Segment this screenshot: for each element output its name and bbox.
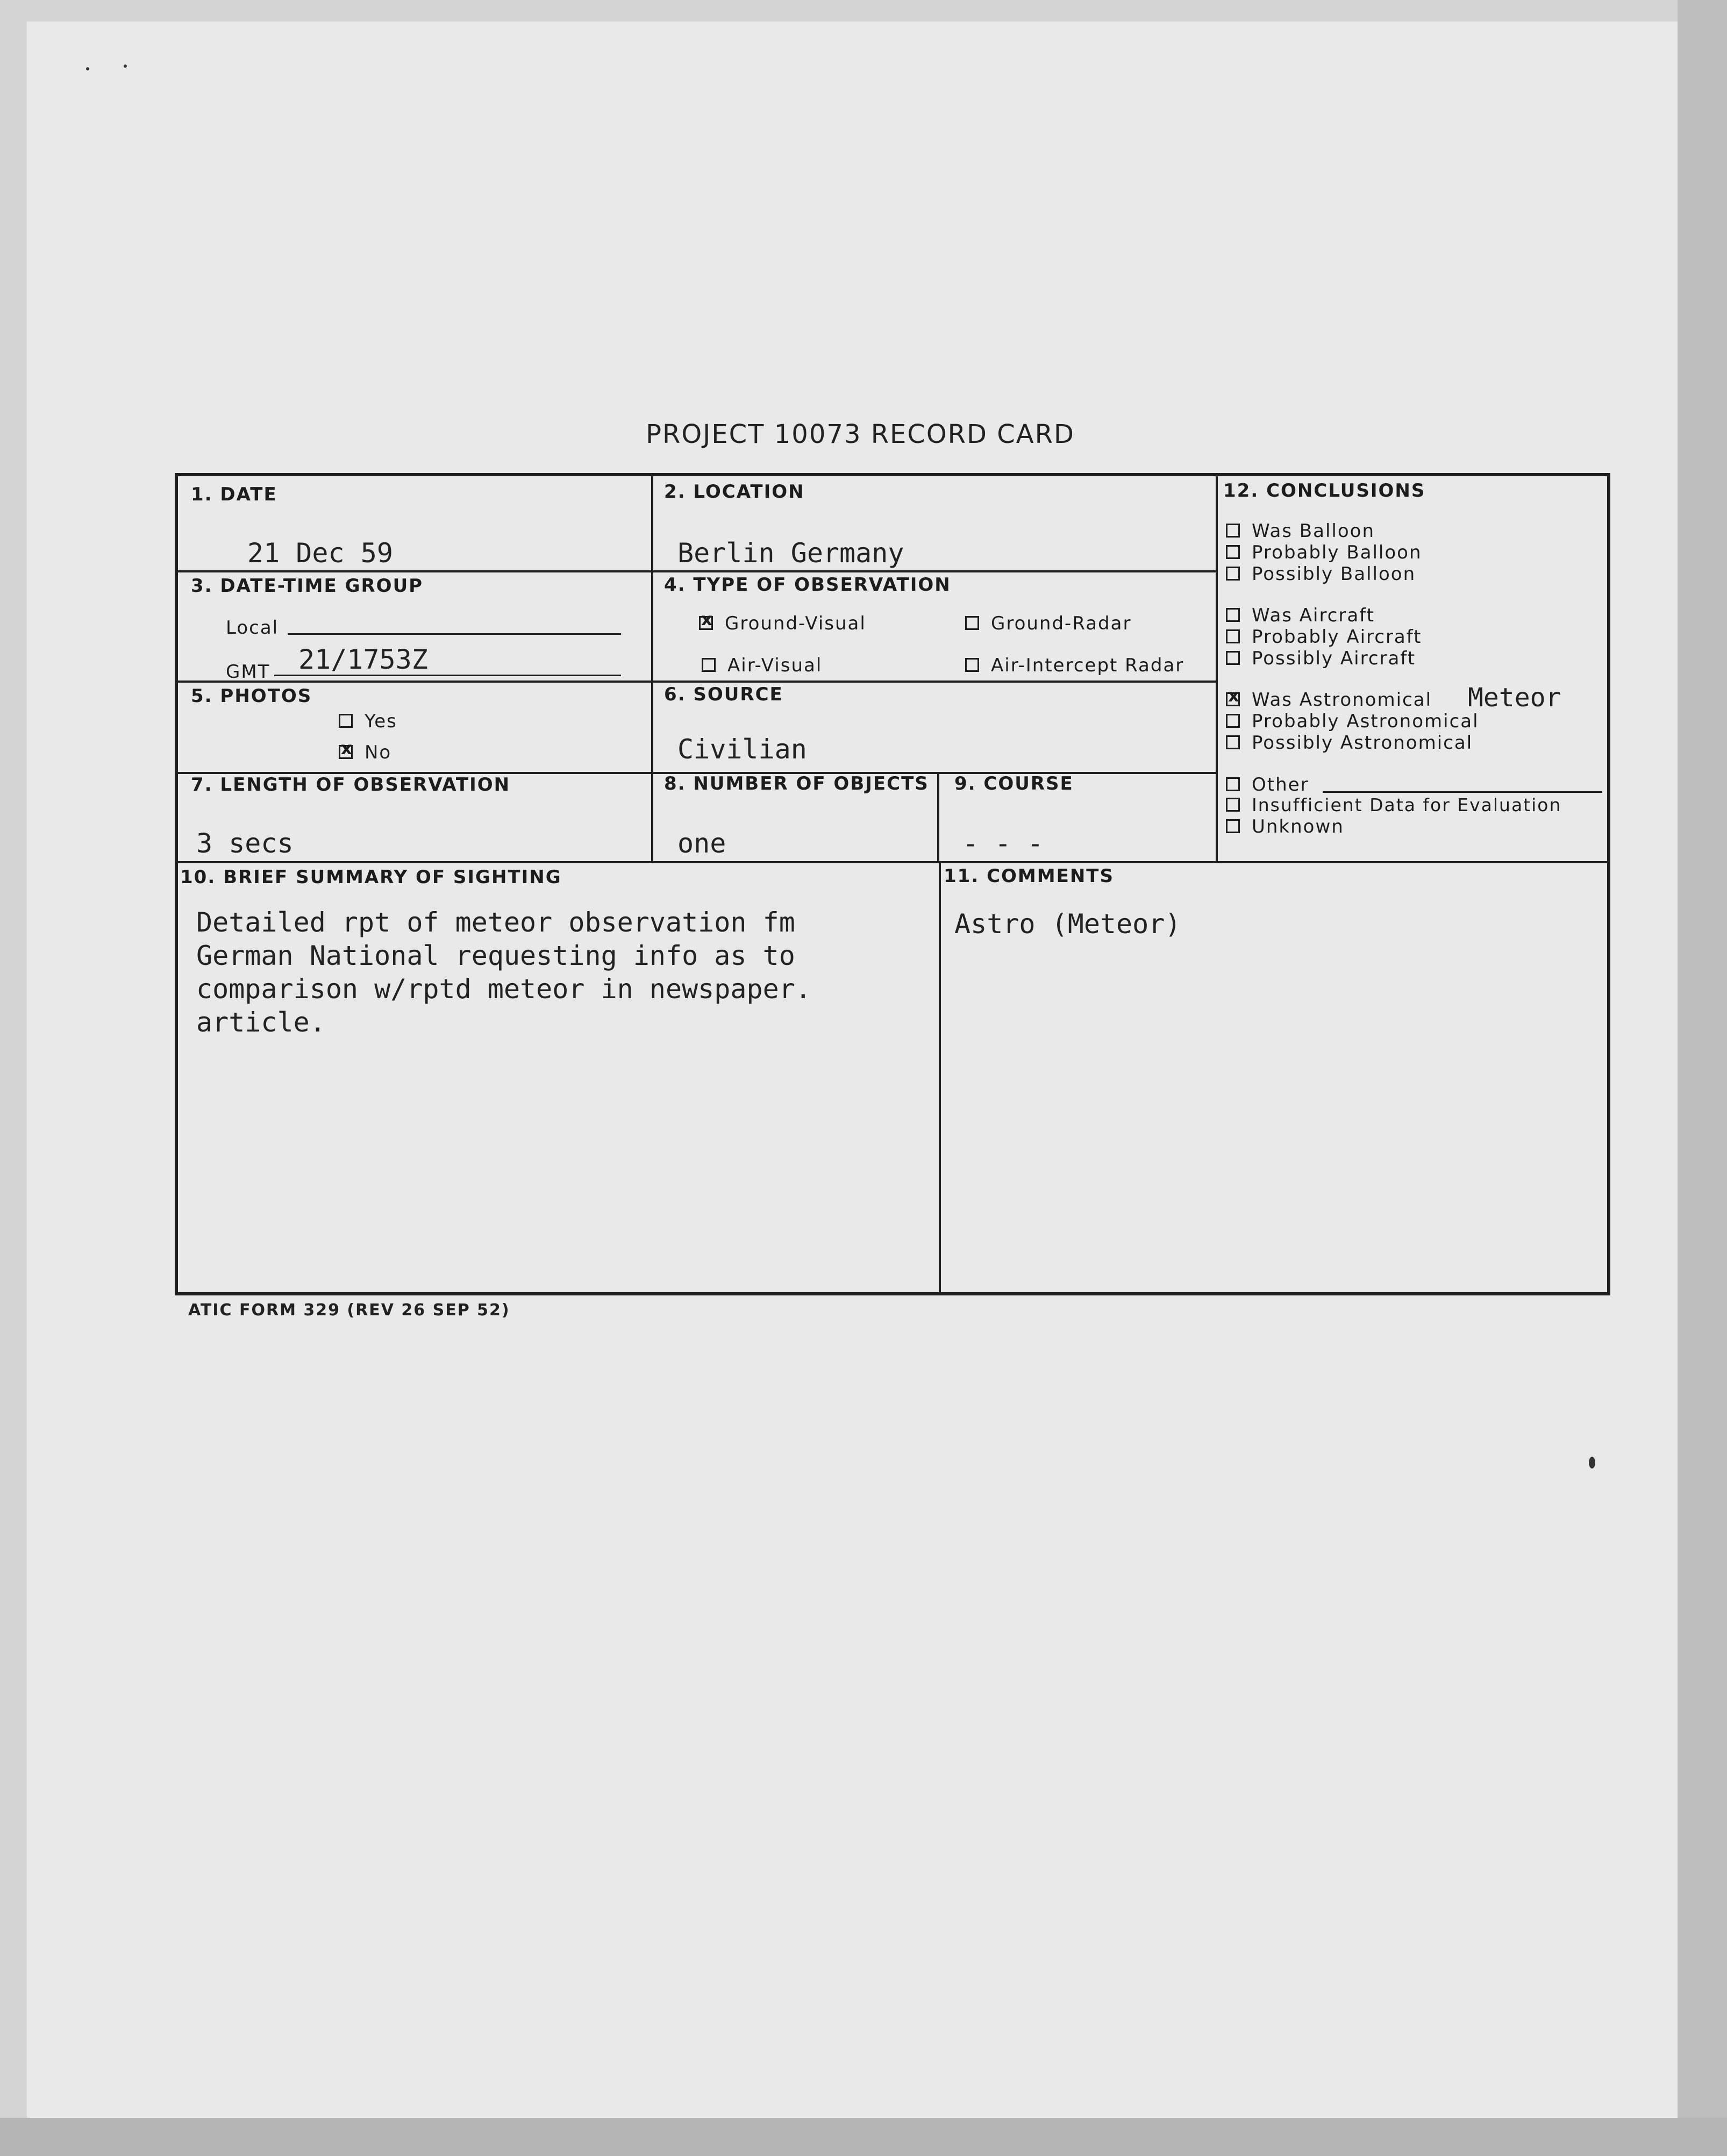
photos-yes-label: Yes	[365, 711, 397, 732]
divider	[937, 772, 939, 861]
other-field[interactable]	[1323, 791, 1602, 793]
summary-line: comparison w/rptd meteor in newspaper.	[196, 973, 811, 1005]
conclusion-item[interactable]	[1226, 689, 1432, 711]
checkbox-icon	[1226, 819, 1240, 833]
source-label: 6. SOURCE	[664, 684, 783, 705]
local-field[interactable]	[288, 633, 621, 635]
checkbox-icon	[1226, 798, 1240, 812]
conclusion-label: Insufficient Data for Evaluation	[1252, 794, 1562, 815]
conclusion-item[interactable]	[1226, 520, 1375, 542]
checkbox-icon	[1226, 524, 1240, 538]
checkbox-icon	[1226, 777, 1240, 791]
checkbox-icon	[1226, 608, 1240, 622]
film-edge-right	[1678, 0, 1727, 2156]
card-title: PROJECT 10073 RECORD CARD	[646, 419, 1075, 449]
photos-label: 5. PHOTOS	[191, 685, 312, 707]
obs-option-label: Air-Intercept Radar	[991, 655, 1184, 676]
photos-no[interactable]	[339, 742, 391, 763]
obs-option-label: Ground-Visual	[725, 613, 866, 634]
checkbox-icon	[1226, 692, 1240, 706]
checkbox-icon	[699, 616, 713, 630]
checkbox-icon	[1226, 629, 1240, 643]
conclusion-label: Possibly Balloon	[1252, 563, 1416, 585]
summary-line: article.	[196, 1007, 326, 1038]
num-objects-label: 8. NUMBER OF OBJECTS	[664, 773, 929, 794]
divider	[178, 570, 1217, 572]
checkbox-icon	[965, 616, 979, 630]
form-footer: ATIC FORM 329 (REV 26 SEP 52)	[188, 1301, 510, 1320]
conclusion-label: Possibly Aircraft	[1252, 648, 1416, 669]
dust-speck	[124, 65, 127, 68]
gmt-value: 21/1753Z	[298, 644, 428, 675]
length-value: 3 secs	[196, 828, 294, 859]
conclusion-item[interactable]	[1226, 648, 1416, 669]
local-label: Local	[226, 617, 279, 639]
date-value: 21 Dec 59	[247, 538, 393, 569]
conclusion-item[interactable]	[1226, 816, 1344, 837]
summary-label: 10. BRIEF SUMMARY OF SIGHTING	[180, 866, 562, 888]
divider	[178, 681, 1217, 683]
checkbox-icon	[339, 745, 353, 759]
summary-line: Detailed rpt of meteor observation fm	[196, 907, 795, 938]
conclusion-label: Unknown	[1252, 816, 1344, 837]
conclusion-label: Probably Astronomical	[1252, 711, 1479, 732]
location-label: 2. LOCATION	[664, 481, 805, 503]
checkbox-icon	[965, 658, 979, 672]
comments-label: 11. COMMENTS	[944, 865, 1114, 887]
dust-speck	[1589, 1457, 1595, 1469]
obs-type-label: 4. TYPE OF OBSERVATION	[664, 574, 951, 596]
conclusion-item[interactable]	[1226, 732, 1473, 754]
conclusion-item[interactable]	[1226, 626, 1422, 648]
photos-yes[interactable]	[339, 711, 397, 732]
divider	[178, 861, 1608, 863]
conclusion-label: Possibly Astronomical	[1252, 732, 1473, 754]
conclusion-item[interactable]	[1226, 711, 1479, 732]
photos-no-label: No	[365, 742, 392, 763]
conclusion-item[interactable]	[1226, 542, 1422, 563]
length-label: 7. LENGTH OF OBSERVATION	[191, 774, 511, 796]
conclusions-label: 12. CONCLUSIONS	[1223, 480, 1426, 502]
checkbox-icon	[1226, 735, 1240, 749]
location-value: Berlin Germany	[677, 538, 904, 569]
obs-ground-radar[interactable]	[965, 613, 1131, 634]
obs-ground-visual[interactable]	[699, 613, 866, 634]
checkbox-icon	[1226, 567, 1240, 581]
obs-air-visual[interactable]	[702, 655, 822, 676]
obs-option-label: Ground-Radar	[991, 613, 1132, 634]
conclusion-label: Was Aircraft	[1252, 605, 1375, 626]
obs-air-intercept-radar[interactable]	[965, 655, 1184, 676]
conclusion-item[interactable]	[1226, 605, 1375, 626]
astronomical-note: Meteor	[1468, 683, 1561, 713]
conclusion-item[interactable]	[1226, 794, 1561, 815]
comments-value: Astro (Meteor)	[954, 908, 1181, 940]
num-objects-value: one	[677, 828, 726, 859]
film-edge-bottom	[0, 2118, 1727, 2156]
summary-line: German National requesting info as to	[196, 940, 795, 971]
date-label: 1. DATE	[191, 484, 277, 505]
checkbox-icon	[1226, 545, 1240, 559]
gmt-label: GMT	[226, 661, 270, 683]
checkbox-icon	[702, 658, 716, 672]
conclusion-label: Probably Aircraft	[1252, 626, 1422, 648]
summary-text	[196, 906, 911, 1039]
source-value: Civilian	[677, 734, 807, 765]
conclusion-label: Was Balloon	[1252, 520, 1375, 542]
checkbox-icon	[1226, 651, 1240, 665]
conclusion-item[interactable]	[1226, 774, 1309, 796]
divider	[939, 861, 941, 1295]
obs-option-label: Air-Visual	[727, 655, 823, 676]
divider	[1216, 476, 1218, 861]
divider	[651, 476, 653, 861]
conclusion-item[interactable]	[1226, 563, 1416, 585]
conclusion-label: Probably Balloon	[1252, 542, 1422, 563]
course-label: 9. COURSE	[954, 773, 1074, 794]
checkbox-icon	[339, 714, 353, 728]
course-value: - - -	[962, 828, 1044, 859]
dust-speck	[86, 67, 89, 70]
dtg-label: 3. DATE-TIME GROUP	[191, 575, 424, 597]
conclusion-label: Was Astronomical	[1252, 689, 1432, 711]
conclusion-label: Other	[1252, 774, 1309, 796]
checkbox-icon	[1226, 714, 1240, 728]
